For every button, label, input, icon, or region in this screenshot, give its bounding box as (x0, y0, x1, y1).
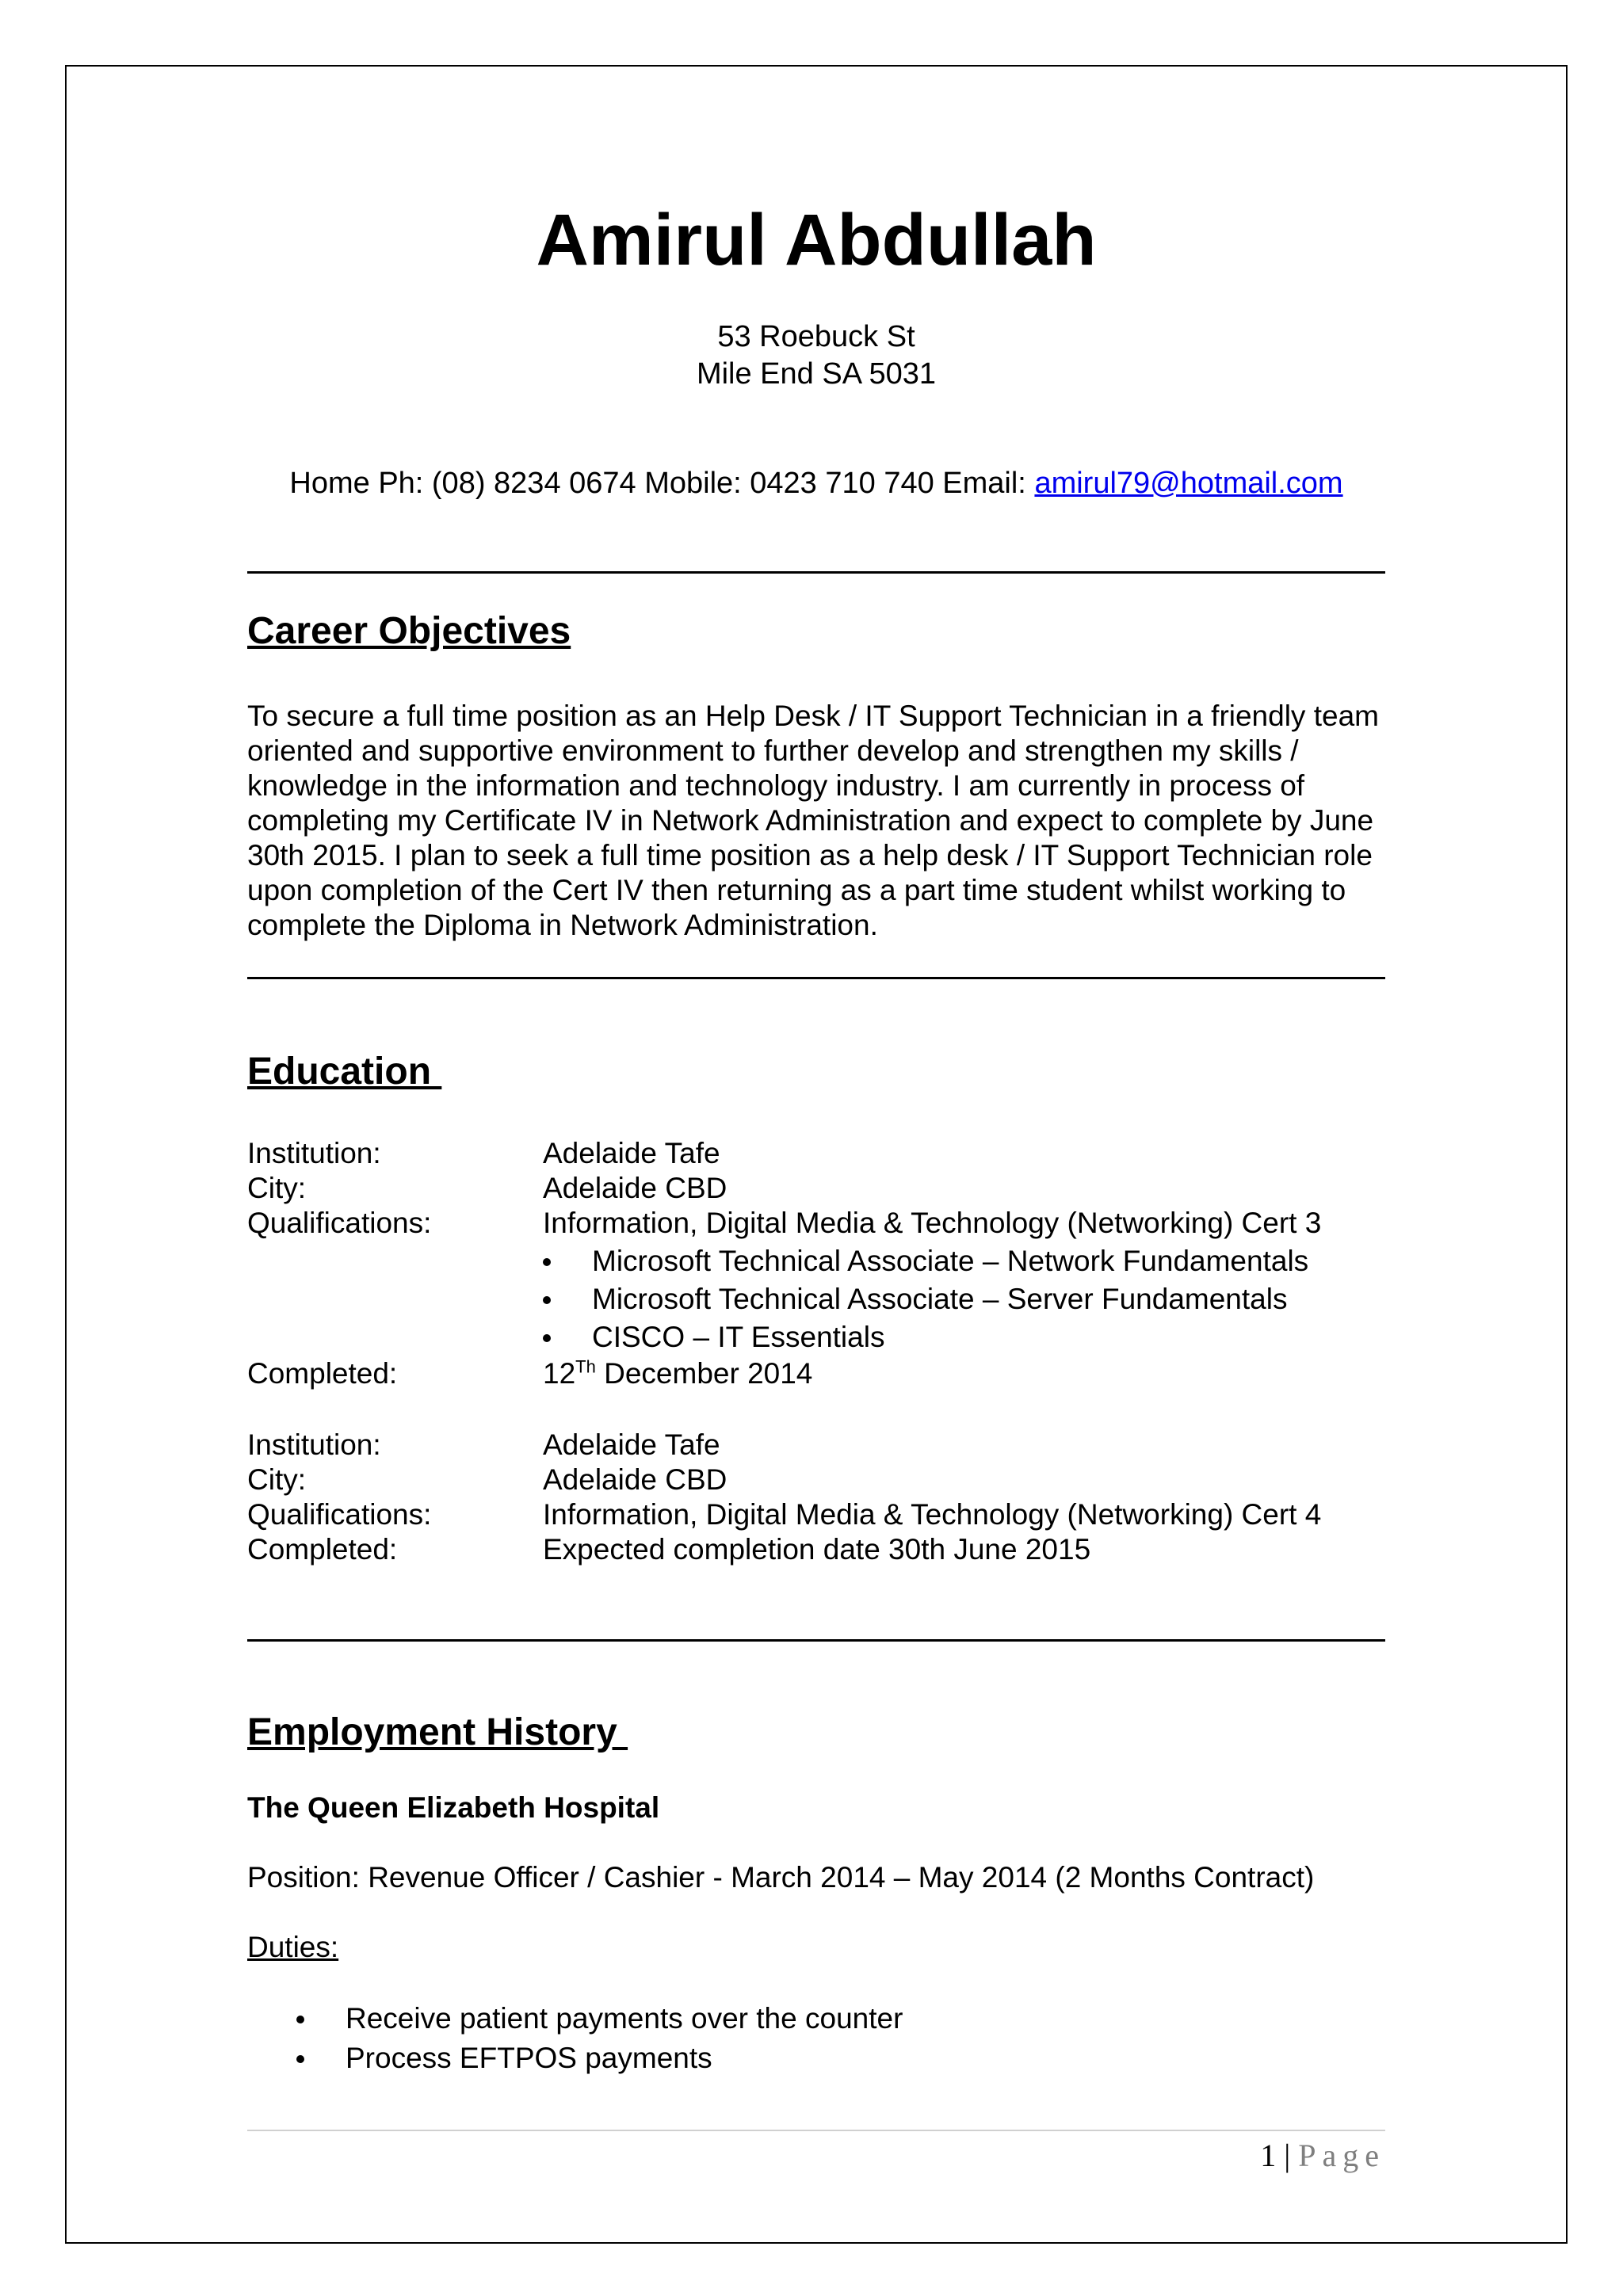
footer-divider (247, 2130, 1385, 2131)
completed-day-suffix: Th (575, 1356, 596, 1377)
qualification-bullet-text: Microsoft Technical Associate – Server Fundamentals (592, 1283, 1288, 1315)
completed-label: Completed: (247, 1533, 398, 1566)
education-row (247, 1136, 1385, 1171)
contact-line (247, 465, 1385, 502)
education-row (247, 1428, 1385, 1463)
employer-name: The Queen Elizabeth Hospital (247, 1791, 660, 1824)
page-footer (1260, 2136, 1385, 2176)
institution-label: Institution: (247, 1428, 381, 1461)
education-row (247, 1497, 1385, 1532)
city-value: Adelaide CBD (543, 1463, 727, 1496)
duties-label: Duties: (247, 1931, 339, 1963)
qualification-bullet-text: CISCO – IT Essentials (592, 1321, 885, 1353)
education-row (247, 1171, 1385, 1206)
career-objectives-text: To secure a full time position as an Help Desk / IT Support Technician in a friendly team oriented and supportive environment to further develop and strengthen my skills / knowledge in the information and technology industry. I am currently in process of completing my Certificate IV in Network Administration and expect to complete by June 30th 2015. I plan to seek a full time position as a help desk / IT Support Technician role upon completion of the Cert IV then returning as a part time student whilst working to complete the Diploma in Network Administration. (247, 700, 1379, 941)
bullet-icon (543, 1296, 551, 1304)
qualifications-value: Information, Digital Media & Technology (Networking) Cert 4 (543, 1498, 1322, 1531)
institution-value: Adelaide Tafe (543, 1428, 720, 1461)
completed-month-year: December 2014 (595, 1357, 813, 1390)
completed-value: Expected completion date 30th June 2015 (543, 1533, 1091, 1566)
applicant-name: Amirul Abdullah (536, 200, 1097, 280)
email-link[interactable]: amirul79@hotmail.com (1034, 467, 1343, 500)
city-value: Adelaide CBD (543, 1172, 727, 1204)
duty-text: Process EFTPOS payments (346, 2042, 712, 2074)
divider (247, 1639, 1385, 1642)
education-heading: Education (247, 1051, 442, 1093)
bullet-icon (296, 2016, 304, 2023)
divider (247, 977, 1385, 979)
page-separator: | (1276, 2138, 1299, 2173)
qualifications-label: Qualifications: (247, 1207, 432, 1239)
city-label: City: (247, 1463, 306, 1496)
page-number: 1 (1260, 2138, 1277, 2173)
city-label: City: (247, 1172, 306, 1204)
qualifications-value: Information, Digital Media & Technology (Networking) Cert 3 (543, 1207, 1322, 1239)
contact-details: Home Ph: (08) 8234 0674 Mobile: 0423 710 740 Email: (289, 467, 1035, 500)
completed-day: 12 (543, 1357, 576, 1390)
completed-label: Completed: (247, 1357, 398, 1390)
education-row (247, 1206, 1385, 1241)
bullet-icon (543, 1334, 551, 1342)
employment-history-heading: Employment History (247, 1711, 628, 1753)
qualification-bullet-text: Microsoft Technical Associate – Network Fundamentals (592, 1245, 1309, 1277)
bullet-icon (543, 1258, 551, 1266)
completed-value (543, 1356, 812, 1391)
institution-label: Institution: (247, 1137, 381, 1169)
qualifications-label: Qualifications: (247, 1498, 432, 1531)
divider (247, 571, 1385, 574)
education-row (247, 1356, 1385, 1391)
duty-text: Receive patient payments over the counter (346, 2002, 903, 2035)
page-label: Page (1298, 2138, 1385, 2173)
education-row (247, 1532, 1385, 1567)
bullet-icon (296, 2055, 304, 2063)
institution-value: Adelaide Tafe (543, 1137, 720, 1169)
position-text: Position: Revenue Officer / Cashier - March 2014 – May 2014 (2 Months Contract) (247, 1861, 1315, 1894)
address-line-2: Mile End SA 5031 (696, 357, 937, 391)
education-row (247, 1463, 1385, 1497)
address-line-1: 53 Roebuck St (717, 320, 915, 353)
career-objectives-heading: Career Objectives (247, 610, 571, 652)
